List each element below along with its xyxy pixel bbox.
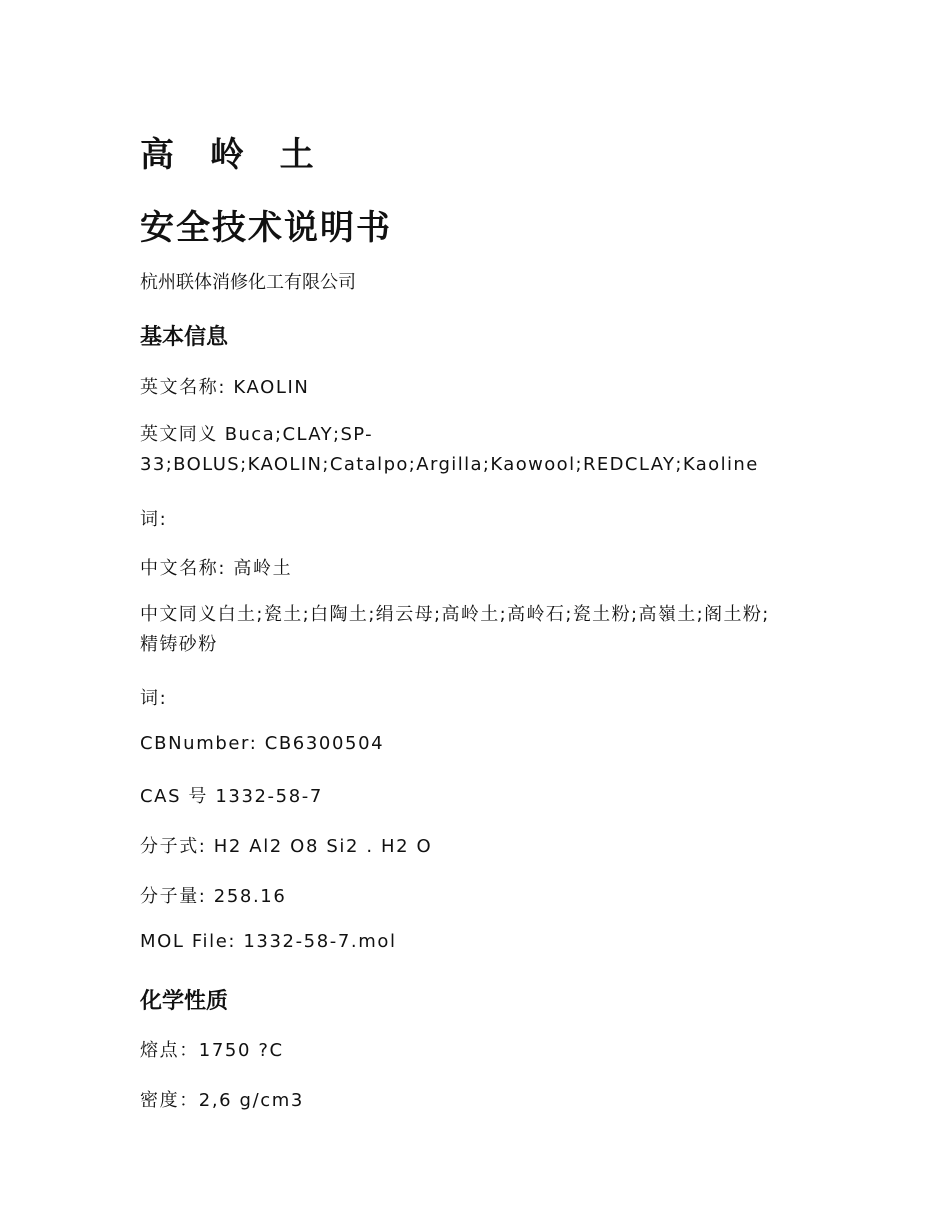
density-field: 密度：2,6 g/cm3: [140, 1090, 304, 1111]
english-name-field: 英文名称: KAOLIN: [140, 377, 310, 398]
company-name: 杭州联体消修化工有限公司: [140, 272, 356, 293]
chinese-synonyms-field: [140, 600, 770, 660]
molecular-formula-field: 分子式: H2 Al2 O8 Si2 . H2 O: [140, 836, 433, 857]
cb-number-field: CBNumber: CB6300504: [140, 733, 385, 754]
mol-file-field: MOL File: 1332-58-7.mol: [140, 931, 397, 952]
english-synonyms-line2: 33;BOLUS;KAOLIN;Catalpo;Argilla;Kaowool;REDCLAY;Kaoline: [140, 454, 759, 475]
melting-point-field: 熔点：1750 ?C: [140, 1040, 284, 1061]
chinese-synonyms-line1: 中文同义白土;瓷土;白陶土;绢云母;高岭土;高岭石;瓷土粉;高嶺土;阁土粉;: [140, 604, 770, 625]
document-title: 高 岭 土: [140, 135, 326, 175]
document-subtitle: 安全技术说明书: [140, 208, 392, 248]
section-heading-chemical-props: 化学性质: [140, 989, 229, 1014]
section-heading-basic-info: 基本信息: [140, 325, 229, 350]
english-synonyms-line1: 英文同义 Buca;CLAY;SP-: [140, 424, 374, 445]
molecular-weight-field: 分子量: 258.16: [140, 886, 287, 907]
chinese-synonyms-tail: 词:: [140, 688, 168, 709]
english-synonyms-field: [140, 420, 759, 480]
english-synonyms-tail: 词:: [140, 509, 168, 530]
chinese-name-field: 中文名称: 高岭土: [140, 558, 293, 579]
cas-number-field: CAS 号 1332-58-7: [140, 786, 323, 807]
chinese-synonyms-line2: 精铸砂粉: [140, 634, 218, 655]
